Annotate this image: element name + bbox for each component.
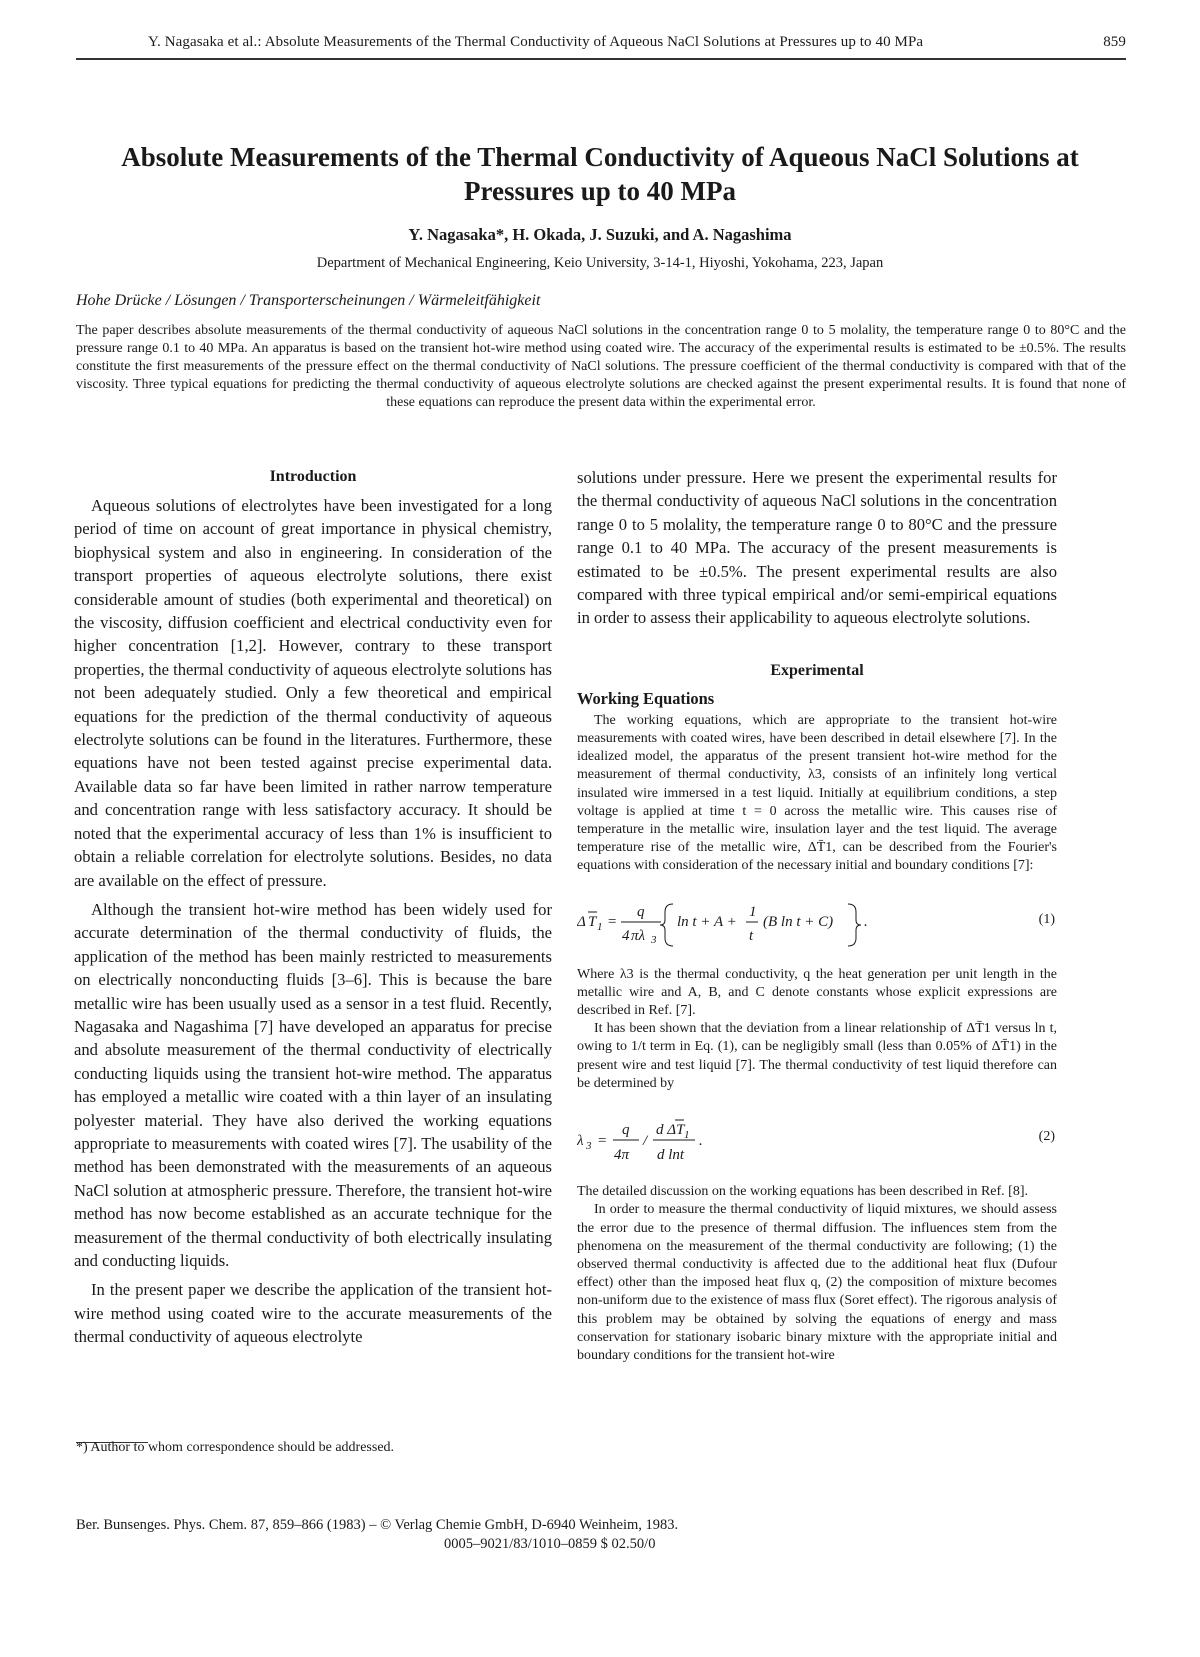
working-equations-heading: Working Equations	[577, 688, 715, 708]
intro-paragraph-3: In the present paper we describe the application of the transient hot-wire method using coated wire to the accurate measurements of the thermal conductivity of aqueous electrolyte	[74, 1280, 552, 1347]
svg-text:4: 4	[622, 927, 630, 944]
experimental-paragraph-5: In order to measure the thermal conductivity of liquid mixtures, we should assess the error due to the presence of thermal diffusion. The influences stem from the phenomena on the measurement of the thermal conductivity are following; (1) the observed thermal conductivity is affected due to the additional heat flux (Dufour effect) other than the imposed heat flux q, (2) the composition of mixture becomes non-uniform due to the existence of mass flux (Soret effect). The rigorous analysis of this problem may be obtained by solving the equations of energy and mass conservation for stationary isobaric binary mixture with the appropriate initial and boundary conditions for the transient hot-wire	[577, 1202, 1057, 1363]
paper-title: Absolute Measurements of the Thermal Conductivity of Aqueous NaCl Solutions at Pressures up to 40 MPa	[121, 142, 1079, 206]
svg-text:/: /	[643, 1133, 648, 1150]
footer-citation: Ber. Bunsenges. Phys. Chem. 87, 859–866 (1983) – © Verlag Chemie GmbH, D-6940 Weinheim, 1983.	[76, 1517, 679, 1533]
svg-text:q: q	[622, 1122, 630, 1139]
intro-paragraph-2: Although the transient hot-wire method has been widely used for accurate determination of the thermal conductivity of fluids, the application of the method has been mainly restricted to measurements on electrically nonconducting fluids [3–6]. This is because the bare metallic wire has been usually used as a sensor in a test fluid. Recently, Nagasaka and Nagashima [7] have developed an apparatus for precise and absolute measurement of the thermal conductivity of electrically conducting liquids using the transient hot-wire method. The apparatus has employed a metallic wire coated with a thin layer of an insulating polyester material. They have also derived the working equations appropriate to measurements with coated wires [7]. The usability of the method has been demonstrated with the measurements of an aqueous NaCl solution at atmospheric pressure. Therefore, the transient hot-wire method has now become established as an accurate technique for the measurement of the thermal conductivity of both electrically insulating and conducting liquids.	[74, 899, 552, 1270]
experimental-paragraph-1: The working equations, which are appropriate to the transient hot-wire measurements with coated wires, have been described in detail elsewhere [7]. In the idealized model, the apparatus of the present transient hot-wire method for the measurement of thermal conductivity, λ3, consists of an infinitely long vertical insulated wire immersed in a test liquid. Initially at equilibrium conditions, a step voltage is applied at time t = 0 across the metallic wire. This causes rise of temperature in the metallic wire, insulation layer and the test liquid. The average temperature rise of the metallic wire, ΔT̄1, can be described from the Fourier's equations with consideration of the necessary initial and boundary conditions [7]:	[577, 712, 1057, 874]
svg-text:T: T	[588, 913, 597, 930]
svg-text:=: =	[597, 1133, 608, 1150]
experimental-heading: Experimental	[770, 661, 864, 679]
svg-text:4π: 4π	[614, 1147, 630, 1164]
svg-text:t: t	[749, 927, 754, 944]
svg-text:1: 1	[684, 1129, 690, 1142]
svg-text:3: 3	[651, 933, 657, 946]
svg-text:d ΔT: d ΔT	[656, 1122, 685, 1139]
svg-text:1: 1	[749, 903, 757, 920]
equation-2	[577, 1107, 1057, 1171]
affiliation: Department of Mechanical Engineering, Keio University, 3-14-1, Hiyoshi, Yokohama, 223, Japan	[316, 255, 884, 271]
svg-text:.: .	[864, 913, 868, 930]
keywords: Hohe Drücke / Lösungen / Transporterscheinungen / Wärmeleitfähigkeit	[76, 292, 541, 309]
svg-text:.: .	[699, 1133, 703, 1150]
header-rule	[76, 58, 1126, 60]
experimental-paragraph-2: Where λ3 is the thermal conductivity, q the heat generation per unit length in the metallic wire and A, B, and C denote constants whose explicit expressions are described in Ref. [7].	[577, 966, 1057, 1019]
svg-text:ln t + A +: ln t + A +	[677, 913, 737, 930]
equation-2-formula	[577, 1107, 997, 1171]
svg-text:(B ln t + C): (B ln t + C)	[763, 913, 834, 930]
experimental-paragraph-3: It has been shown that the deviation from a linear relationship of ΔT̄1 versus ln t, owing to 1/t term in Eq. (1), can be negligibly small (less than 0.05% of ΔT̄1) in the present wire and test liquid [7]. The thermal conductivity of test liquid therefore can be determined by	[577, 1021, 1057, 1091]
equation-2-number: (2)	[1038, 1129, 1055, 1145]
svg-text:3: 3	[586, 1140, 592, 1153]
footnote: *) Author to whom correspondence should be addressed.	[76, 1440, 395, 1455]
footer-code: 0005–9021/83/1010–0859 $ 02.50/0	[444, 1536, 656, 1552]
svg-text:q: q	[637, 903, 645, 920]
experimental-paragraph-4: The detailed discussion on the working equations has been described in Ref. [8].	[577, 1184, 1028, 1200]
svg-text:=: =	[607, 913, 618, 930]
running-head-text: Y. Nagasaka et al.: Absolute Measurements of the Thermal Conductivity of Aqueous NaCl Solutions at Pressures up to 40 MPa	[148, 34, 924, 50]
page-number: 859	[1103, 34, 1126, 50]
authors: Y. Nagasaka*, H. Okada, J. Suzuki, and A. Nagashima	[408, 225, 792, 244]
equation-1	[577, 890, 1057, 954]
left-column	[74, 466, 552, 1349]
svg-text:1: 1	[597, 920, 603, 933]
intro-paragraph-1: Aqueous solutions of electrolytes have been investigated for a long period of time on account of great importance in physical chemistry, biophysical system and also in engineering. In consideration of the transport properties of aqueous electrolyte solutions, there exist considerable amount of studies (both experimental and theoretical) on the viscosity, diffusion coefficient and electrical conductivity even for higher concentration [1,2]. However, contrary to these transport properties, the thermal conductivity of aqueous electrolyte solutions has not been adequately studied. Only a few theoretical and empirical equations for the prediction of the thermal conductivity of aqueous electrolyte solutions can be found in the literatures. Furthermore, these equations have not been tested against precise experimental data. Available data so far have been limited in rather narrow temperature and concentration range with less satisfactory accuracy. It should be noted that the experimental accuracy of less than 1% is insufficient to obtain a reliable correlation for electrolyte solutions. Besides, no data are available on the effect of pressure.	[74, 496, 552, 890]
svg-text:λ: λ	[577, 1133, 584, 1150]
abstract: The paper describes absolute measurements of the thermal conductivity of aqueous NaCl solutions in the concentration range 0 to 5 molality, the temperature range 0 to 80°C and the pressure range 0.1 to 40 MPa. An apparatus is based on the transient hot-wire method using coated wire. The accuracy of the experimental results is estimated to be ±0.5%. The results constitute the first measurements of the pressure effect on the thermal conductivity of NaCl solutions. The pressure coefficient of the thermal conductivity is compared with that of the viscosity. Three typical equations for predicting the thermal conductivity of aqueous electrolyte solutions are checked against the present experimental results. It is found that none of these equations can reproduce the present data within the experimental error.	[76, 323, 1126, 410]
introduction-heading: Introduction	[269, 468, 357, 485]
svg-text:πλ: πλ	[631, 927, 646, 944]
equation-1-number: (1)	[1038, 911, 1055, 927]
svg-text:Δ: Δ	[577, 913, 586, 930]
equation-1-formula	[577, 890, 997, 954]
right-column	[577, 466, 1057, 1365]
svg-text:d lnt: d lnt	[657, 1147, 685, 1164]
intro-paragraph-4: solutions under pressure. Here we present the experimental results for the thermal conductivity of aqueous NaCl solutions in the concentration range 0 to 5 molality, the temperature range 0 to 80°C and the pressure range 0.1 to 40 MPa. The accuracy of the present measurements is estimated to be ±0.5%. The present experimental results are also compared with three typical empirical and/or semi-empirical equations in order to assess their applicability to aqueous electrolyte solutions.	[577, 468, 1057, 628]
